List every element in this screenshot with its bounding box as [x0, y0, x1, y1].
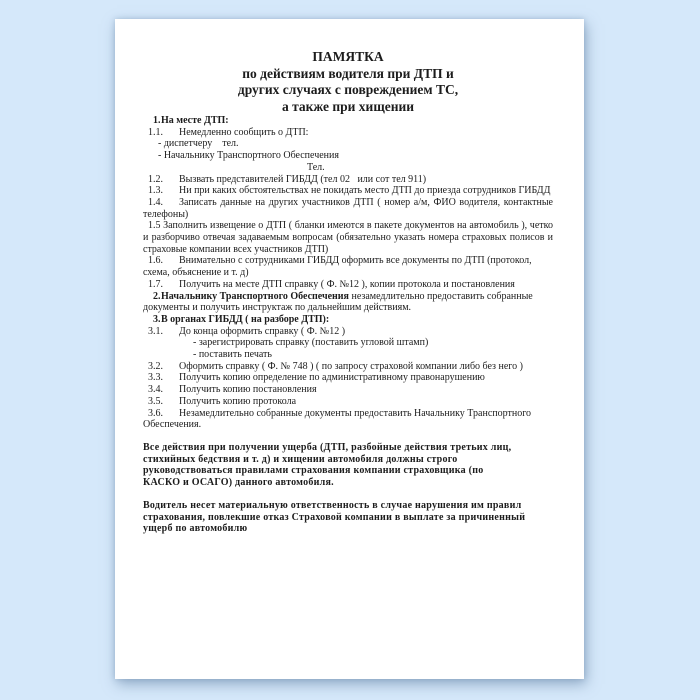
list-item-1-6	[143, 255, 553, 278]
item-text: Немедленно сообщить о ДТП:	[179, 126, 309, 138]
item-text: Внимательно с сотрудниками ГИБДД оформить все документы по ДТП (протокол, схема, объяснение и т. д)	[143, 255, 532, 279]
list-item-3-2	[143, 361, 553, 373]
subitem-set-seal: - поставить печать	[193, 349, 272, 361]
memo-paper	[115, 19, 584, 679]
section-3-heading-text: В органах ГИБДД ( на разборе ДТП):	[161, 313, 330, 325]
list-item-3-5	[143, 396, 553, 408]
list-item-3-6	[143, 408, 553, 431]
title-line-3: других случаях с повреждением ТС,	[237, 82, 459, 97]
document-title	[143, 49, 553, 115]
title-line-2: по действиям водителя при ДТП и	[242, 65, 454, 81]
section-3-number: 3.	[153, 313, 161, 325]
item-number: 3.3.	[148, 372, 163, 384]
item-number: 1.6.	[148, 255, 163, 267]
item-text: Получить копию определение по административному правонарушению	[179, 372, 485, 384]
chief-phone-line: Тел.	[307, 161, 325, 173]
dispatcher-line: - диспетчеру тел.	[158, 138, 239, 150]
section-2-body-text: незамедлительно предоставить собранные документы и получить инструктаж по дальнейшим действиям.	[143, 290, 533, 314]
item-number: 1.4.	[148, 196, 163, 208]
item-text: Получить копию постановления	[179, 384, 317, 396]
section-1-number: 1.	[153, 115, 161, 126]
note-line: страхования, повлекшие отказ Страховой компании в выплате за причиненный	[143, 511, 526, 523]
list-item-3-4	[143, 384, 553, 396]
item-text: Получить на месте ДТП справку ( Ф. №12 ), копии протокола и постановления	[179, 278, 515, 290]
section-3-heading	[143, 314, 553, 326]
item-text: Получить копию протокола	[179, 395, 297, 407]
item-number: 3.2.	[148, 360, 163, 372]
title-line-4: а также при хищении	[281, 98, 415, 114]
memo-document	[115, 19, 584, 679]
section-2-heading	[148, 291, 349, 302]
note-line: стихийных бедствия и т. д) и хищении автомобиля должны строго	[143, 453, 458, 465]
section-1-heading-text: На месте ДТП:	[161, 115, 229, 126]
item-text: 1.5 Заполнить извещение о ДТП ( бланки имеются в пакете документов на автомобиль ), четко и разборчиво отвечая задаваемым вопросам (обязательно указать номера страховых полисов и страховые компании всех участников ДТП)	[143, 220, 553, 255]
item-number: 1.2.	[148, 173, 163, 185]
list-item-1-4	[143, 197, 553, 220]
item-text: Незамедлительно собранные документы предоставить Начальнику Транспортного Обеспечения.	[143, 407, 532, 431]
item-number: 3.4.	[148, 384, 163, 396]
item-number: 1.7.	[148, 278, 163, 290]
list-item-3-3	[143, 372, 553, 384]
list-item-3-1	[143, 326, 553, 338]
section-1-heading	[143, 115, 553, 127]
item-text: Вызвать представителей ГИБДД (тел 02 или сот тел 911)	[179, 173, 427, 185]
title-line-1: ПАМЯТКА	[312, 49, 384, 64]
item-number: 3.1.	[148, 325, 163, 337]
note-line: руководствоваться правилами страхования компании страховщика (по	[143, 465, 484, 477]
item-number: 3.6.	[148, 407, 163, 419]
list-item-1-1	[143, 127, 553, 139]
note-line: Водитель несет материальную ответственность в случае нарушения им правил	[143, 499, 522, 511]
section-2-heading-text: Начальнику Транспортного Обеспечения	[161, 290, 349, 302]
list-item-1-5	[143, 220, 553, 255]
insurance-note	[143, 442, 553, 489]
note-line: КАСКО и ОСАГО) данного автомобиля.	[143, 477, 334, 489]
chief-line: - Начальнику Транспортного Обеспечения	[158, 150, 339, 162]
item-number: 3.5.	[148, 395, 163, 407]
item-number: 1.3.	[148, 185, 163, 197]
item-text: До конца оформить справку ( Ф. №12 )	[179, 325, 346, 337]
section-2-number: 2.	[153, 290, 161, 302]
driver-liability-note	[143, 500, 553, 535]
item-text: Записать данные на других участников ДТП ( номер а/м, ФИО водителя, контактные телефоны)	[143, 196, 553, 220]
list-item-1-7	[143, 279, 553, 291]
list-item-1-3	[143, 185, 553, 197]
note-line: ущерб по автомобилю	[143, 523, 248, 535]
item-text: Ни при каких обстоятельствах не покидать место ДТП до приезда сотрудников ГИБДД	[179, 185, 551, 197]
item-text: Оформить справку ( Ф. № 748 ) ( по запросу страховой компании либо без него )	[179, 360, 523, 372]
subitem-register-stamp: - зарегистрировать справку (поставить угловой штамп)	[193, 337, 429, 349]
section-2-paragraph	[143, 291, 553, 314]
list-item-1-2	[143, 174, 553, 186]
note-line: Все действия при получении ущерба (ДТП, разбойные действия третьих лиц,	[143, 441, 512, 453]
item-number: 1.1.	[148, 126, 163, 138]
